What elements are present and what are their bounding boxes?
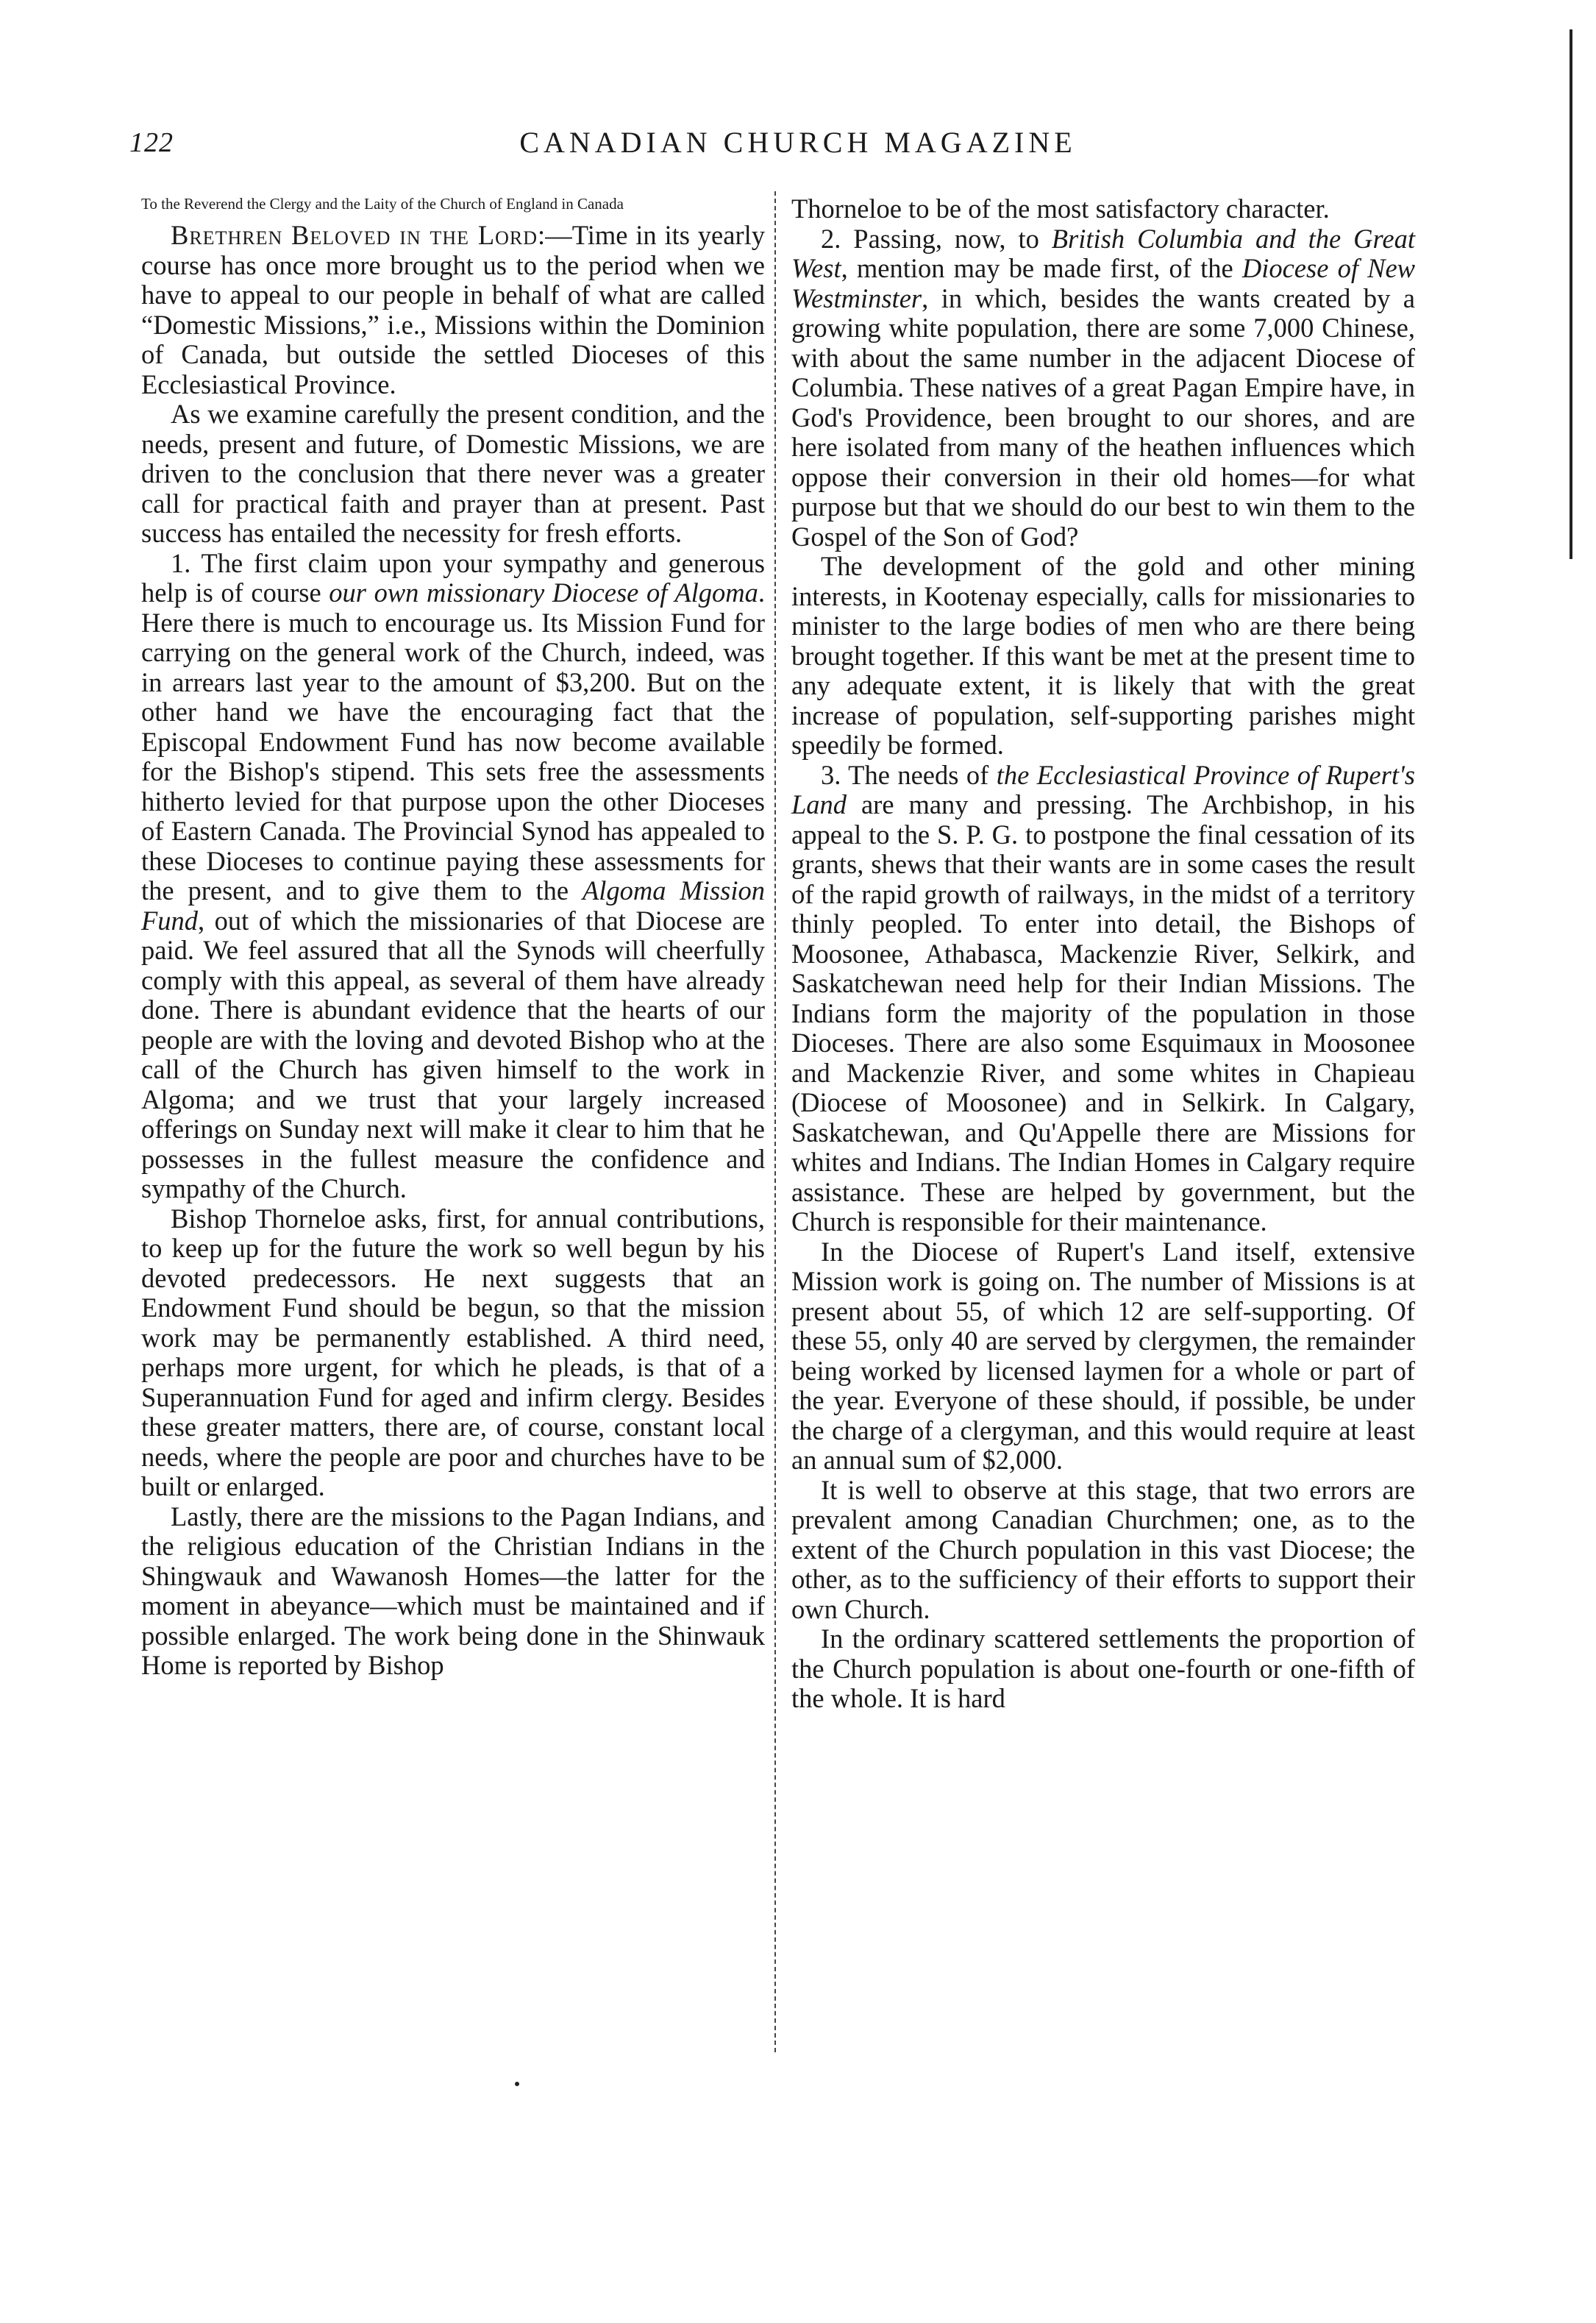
salutation: Brethren Beloved in the Lord [171,220,538,250]
right-column [791,194,1415,1714]
paragraph: Bishop Thorneloe asks, first, for annual contributions, to keep up for the future the work so well begun by his devoted predecessors. He next suggests that an Endowment Fund should be begun, so that the mission work may be permanently established. A third need, perhaps more urgent, for which he pleads, is that of a Superannuation Fund for aged and infirm clergy. Besides these greater matters, there are, of course, constant local needs, where the people are poor and churches have to be built or enlarged. [141,1203,765,1501]
paragraph: Thorneloe to be of the most satisfactory character. [791,193,1330,224]
paragraph: 1. The first claim upon your sympathy and generous help is of course our own missionary Diocese of Algoma. Here there is much to encourage us. Its Mission Fund for carrying on the general work of the Church, indeed, was in arrears last year to the amount of $3,200. But on the other hand we have the encouraging fact that the Episcopal Endowment Fund has now become available for the Bishop's stipend. This sets free the assessments hitherto levied for that purpose upon the other Dioceses of Eastern Canada. The Provincial Synod has appealed to these Dioceses to continue paying these assessments for the present, and to give them to the Algoma Mission Fund, out of which the missionaries of that Diocese are paid. We feel assured that all the Synods will cheerfully comply with this appeal, as several of them have already done. There is abundant evidence that the hearts of our people are with the loving and devoted Bishop who at the call of the Church has given himself to the work in Algoma; and we trust that your largely increased offerings on Sunday next will make it clear to him that he possesses in the fullest measure the confidence and sympathy of the Church. [141,547,765,1203]
page-number: 122 [129,127,174,158]
paragraph: 3. The needs of the Ecclesiastical Province of Rupert's Land are many and pressing. The Archbishop, in his appeal to the S. P. G. to postpone the final cessation of its grants, shews that their wants are in some cases the result of the rapid growth of railways, in the midst of a territory thinly peopled. To enter into detail, the Bishops of Moosonee, Athabasca, Mackenzie River, Selkirk, and Saskatchewan need help for their Indian Missions. The Indians form the majority of the population in those Dioceses. There are also some Esquimaux in Moosonee and Mackenzie River, and some whites in Chapieau (Diocese of Moosonee) and in Selkirk. In Calgary, Saskatchewan, and Qu'Appelle there are Missions for whites and Indians. The Indian Homes in Calgary require assistance. These are helped by government, but the Church is responsible for their maintenance. [791,759,1415,1237]
paragraph: In the Diocese of Rupert's Land itself, extensive Mission work is going on. The number of Missions is at present about 55, of which 12 are self-supporting. Of these 55, only 40 are served by clergymen, the remainder being worked by licensed laymen for a whole or part of the year. Everyone of these should, if possible, be under the charge of a clergyman, and this would require at least an annual sum of $2,000. [791,1236,1415,1475]
paragraph: As we examine carefully the present condition, and the needs, present and future, of Domestic Missions, we are driven to the conclusion that there never was a greater call for practical faith and prayer than at present. Past success has entailed the necessity for fresh efforts. [141,399,765,548]
left-column [141,194,765,1681]
paragraph: In the ordinary scattered settlements the proportion of the Church population is about one-fourth or one-fifth of the whole. It is hard [791,1623,1415,1713]
running-head: CANADIAN CHURCH MAGAZINE [519,126,1077,159]
address-line: To the Reverend the Clergy and the Laity of the Church of England in Canada [141,195,624,213]
paragraph: It is well to observe at this stage, that two errors are prevalent among Canadian Churchmen; one, as to the extent of the Church population in this vast Diocese; the other, as to the sufficiency of their efforts to support their own Church. [791,1474,1415,1624]
margin-rule [1570,29,1572,559]
paragraph: 2. Passing, now, to British Columbia and the Great West, mention may be made first, of the Diocese of New Westminster, in which, besides the wants created by a growing white population, there are some 7,000 Chinese, with about the same number in the adjacent Diocese of Columbia. These natives of a great Pagan Empire have, in God's Providence, been brought to our shores, and are here isolated from many of the heathen influences which oppose their conversion in their old homes—for what purpose but that we should do our best to win them to the Gospel of the Son of God? [791,223,1416,552]
paragraph: Brethren Beloved in the Lord:—Time in its yearly course has once more brought us to the period when we have to appeal to our people in behalf of what are called “Domestic Missions,” i.e., Missions within the Dominion of Canada, but outside the settled Dioceses of this Ecclesiastical Province. [141,220,765,399]
column-divider [774,191,776,2052]
paragraph: The development of the gold and other mining interests, in Kootenay especially, calls for missionaries to minister to the large bodies of men who are there being brought together. If this want be met at the present time to any adequate extent, it is likely that with the great increase of population, self-supporting parishes might speedily be formed. [791,551,1415,760]
paragraph: Lastly, there are the missions to the Pagan Indians, and the religious education of the Christian Indians in the Shingwauk and Wawanosh Homes—the latter for the moment in abeyance—which must be maintained and if possible enlarged. The work being done in the Shinwauk Home is reported by Bishop [141,1501,765,1680]
stray-mark [515,2082,519,2086]
